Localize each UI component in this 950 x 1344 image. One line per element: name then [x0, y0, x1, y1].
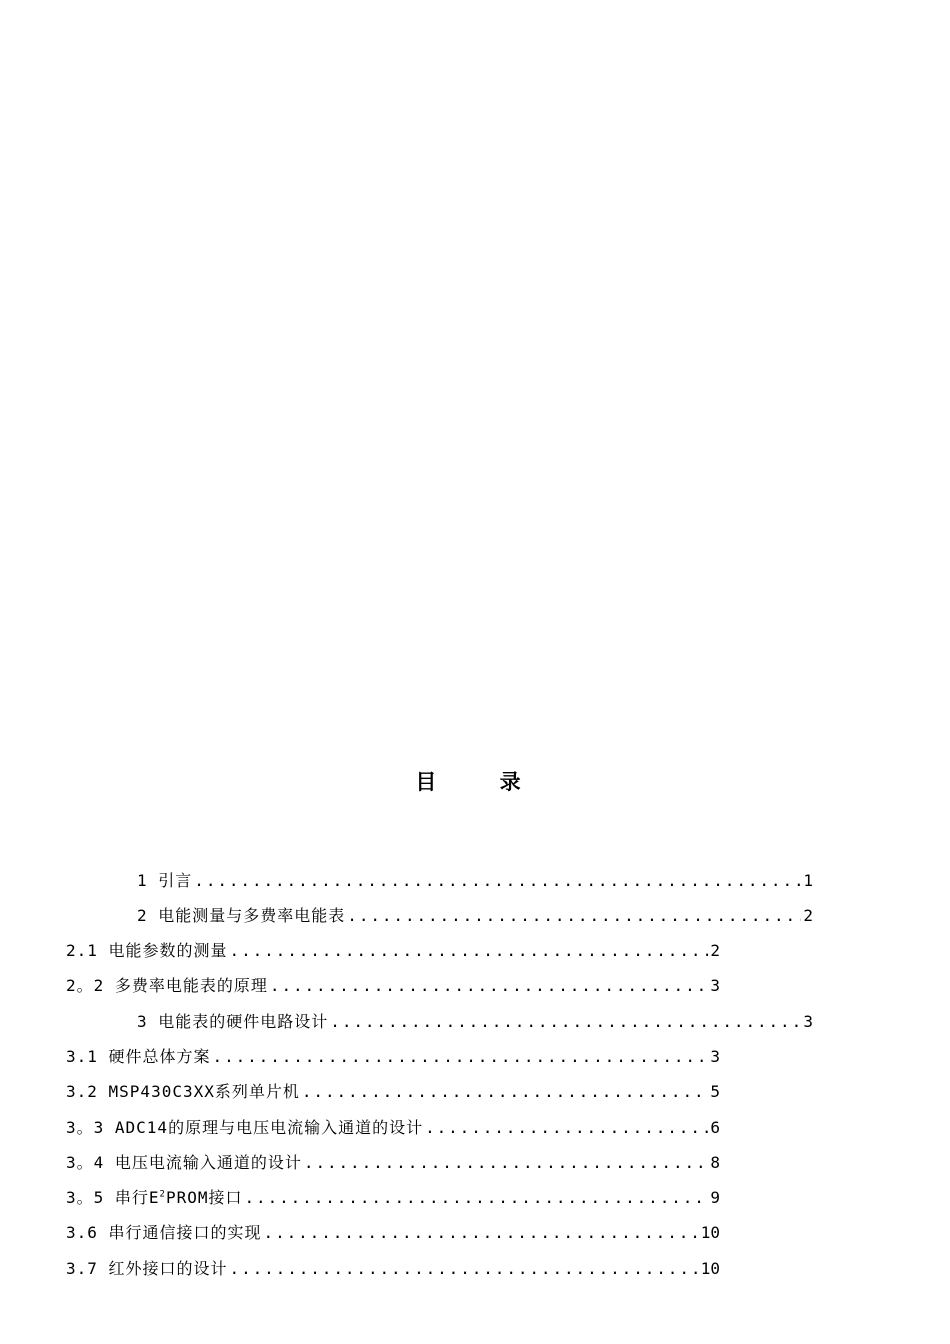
toc-entry[interactable] — [137, 869, 813, 893]
toc-entry-page: 9 — [710, 1188, 720, 1207]
toc-leader-dots — [304, 1151, 708, 1175]
toc-leader-dots — [245, 1186, 709, 1210]
toc-entry-page: 10 — [700, 1223, 720, 1242]
toc-leader-dots — [302, 1080, 708, 1104]
toc-label-suffix: PROM接口 — [165, 1188, 243, 1207]
toc-entry[interactable] — [66, 1080, 720, 1104]
toc-leader-dots — [270, 974, 708, 998]
toc-entry[interactable] — [137, 904, 813, 928]
toc-leader-dots — [347, 904, 801, 928]
toc-entry-label: 3.6 串行通信接口的实现 — [66, 1223, 262, 1242]
toc-entry-label: 3。3 ADC14的原理与电压电流输入通道的设计 — [66, 1118, 424, 1137]
toc-entry[interactable] — [66, 939, 720, 963]
toc-entry-label: 1 引言 — [137, 871, 193, 890]
toc-entry-label: 2。2 多费率电能表的原理 — [66, 976, 268, 995]
toc-entry-label: 2.1 电能参数的测量 — [66, 941, 228, 960]
toc-entry-page: 3 — [710, 976, 720, 995]
toc-entry[interactable] — [66, 1116, 720, 1140]
toc-leader-dots — [330, 1010, 801, 1034]
toc-entry-label: 3.7 红外接口的设计 — [66, 1259, 228, 1278]
toc-entry-label: 3.2 MSP430C3XX系列单片机 — [66, 1082, 300, 1101]
toc-entry[interactable] — [66, 1151, 720, 1175]
toc-entry[interactable] — [66, 1257, 720, 1281]
toc-entry[interactable] — [66, 1186, 720, 1210]
toc-entry-page: 3 — [710, 1047, 720, 1066]
toc-entry-label: 3 电能表的硬件电路设计 — [137, 1012, 329, 1031]
toc-entry-page: 1 — [803, 871, 813, 890]
toc-entry-label: 2 电能测量与多费率电能表 — [137, 906, 346, 925]
toc-entry[interactable] — [137, 1010, 813, 1034]
toc-entry-page: 2 — [803, 906, 813, 925]
toc-entry-page: 8 — [710, 1153, 720, 1172]
toc-leader-dots — [425, 1116, 708, 1140]
toc-entry-label — [66, 1186, 243, 1210]
toc-entry[interactable] — [66, 1221, 720, 1245]
superscript-two: 2 — [159, 1189, 166, 1200]
toc-leader-dots — [264, 1221, 699, 1245]
toc-leader-dots — [213, 1045, 709, 1069]
toc-label-prefix: 3。5 串行E — [66, 1188, 160, 1207]
toc-leader-dots — [230, 1257, 699, 1281]
toc-leader-dots — [194, 869, 801, 893]
toc-entry-label: 3.1 硬件总体方案 — [66, 1047, 211, 1066]
toc-entry[interactable] — [66, 974, 720, 998]
toc-entry-page: 10 — [700, 1259, 720, 1278]
toc-entry-label: 3。4 电压电流输入通道的设计 — [66, 1153, 302, 1172]
toc-entry-page: 5 — [710, 1082, 720, 1101]
toc-entry[interactable] — [66, 1045, 720, 1069]
toc-title: 目 录 — [415, 770, 549, 794]
toc-entry-page: 3 — [803, 1012, 813, 1031]
toc-entry-page: 2 — [710, 941, 720, 960]
toc-leader-dots — [230, 939, 709, 963]
toc-entry-page: 6 — [710, 1118, 720, 1137]
